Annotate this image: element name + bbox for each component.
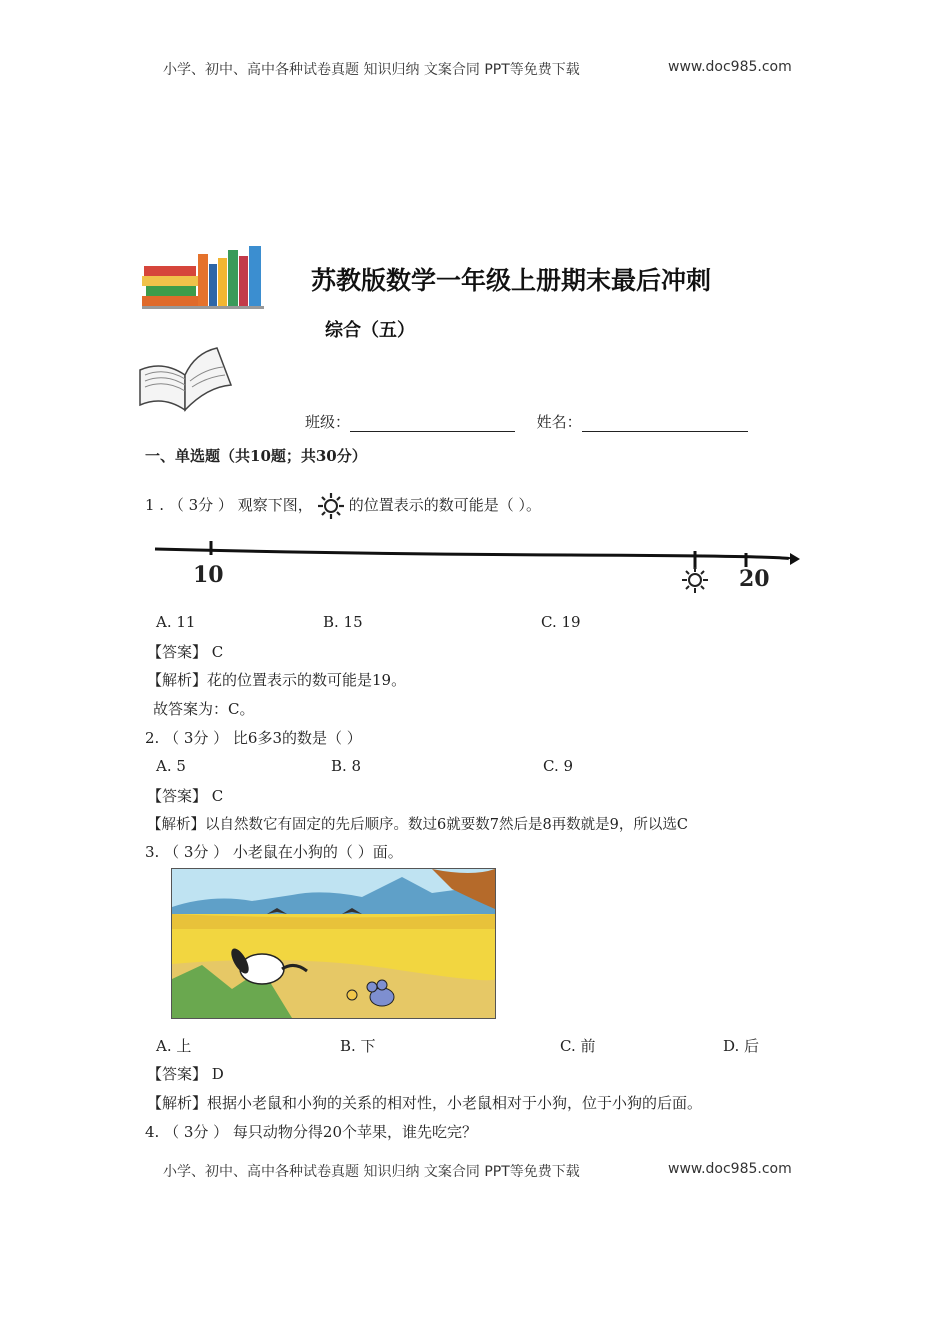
header-site: www.doc985.com bbox=[668, 59, 792, 75]
number-line bbox=[150, 535, 800, 600]
q3-option-a[interactable]: A. 上 bbox=[156, 1037, 192, 1055]
q1-stem bbox=[145, 492, 541, 520]
q3-option-d[interactable]: D. 后 bbox=[723, 1037, 760, 1055]
q1-prefix: 1 . （ 3分 ） 观察下图， bbox=[145, 496, 313, 514]
q3-option-b[interactable]: B. 下 bbox=[340, 1037, 376, 1055]
q1-option-b[interactable]: B. 15 bbox=[323, 613, 363, 631]
q2-stem: 2. （ 3分 ） 比6多3的数是（ ） bbox=[145, 729, 362, 747]
q2-option-c[interactable]: C. 9 bbox=[543, 757, 574, 775]
q1-analysis: 【解析】花的位置表示的数可能是19。 bbox=[147, 671, 407, 689]
q1-suffix: 的位置表示的数可能是（ ）。 bbox=[348, 496, 541, 514]
class-field[interactable] bbox=[350, 417, 515, 432]
header-text: 小学、初中、高中各种试卷真题 知识归纳 文案合同 PPT等免费下载 bbox=[163, 62, 580, 78]
q2-option-a[interactable]: A. 5 bbox=[156, 757, 186, 775]
q3-analysis: 【解析】根据小老鼠和小狗的关系的相对性，小老鼠相对于小狗，位于小狗的后面。 bbox=[147, 1094, 703, 1112]
q3-answer: 【答案】 D bbox=[147, 1065, 224, 1083]
section-heading: 一、单选题（共10题；共30分） bbox=[145, 447, 367, 465]
dog-mouse-picture bbox=[171, 868, 496, 1019]
open-book-icon bbox=[135, 345, 235, 415]
class-label: 班级： bbox=[305, 413, 351, 431]
q2-option-b[interactable]: B. 8 bbox=[331, 757, 362, 775]
q4-stem: 4. （ 3分 ） 每只动物分得20个苹果，谁先吃完？ bbox=[145, 1123, 478, 1141]
q3-option-c[interactable]: C. 前 bbox=[560, 1037, 596, 1055]
page-subtitle: 综合（五） bbox=[325, 320, 415, 341]
q1-option-c[interactable]: C. 19 bbox=[541, 613, 581, 631]
numberline-right-label: 20 bbox=[739, 566, 770, 592]
books-icon bbox=[132, 240, 267, 312]
q1-answer: 【答案】 C bbox=[147, 643, 224, 661]
q2-analysis: 【解析】以自然数它有固定的先后顺序。数过6就要数7然后是8再数就是9，所以选C bbox=[147, 817, 688, 833]
q2-answer: 【答案】 C bbox=[147, 787, 224, 805]
name-label: 姓名： bbox=[536, 413, 582, 431]
footer-text: 小学、初中、高中各种试卷真题 知识归纳 文案合同 PPT等免费下载 bbox=[163, 1164, 580, 1180]
numberline-left-label: 10 bbox=[193, 562, 224, 588]
sun-flower-icon bbox=[313, 492, 349, 520]
student-info bbox=[305, 411, 748, 432]
q1-conclusion: 故答案为：C。 bbox=[153, 700, 255, 718]
name-field[interactable] bbox=[582, 417, 748, 432]
q3-stem: 3. （ 3分 ） 小老鼠在小狗的（ ）面。 bbox=[145, 843, 403, 861]
footer-site: www.doc985.com bbox=[668, 1161, 792, 1177]
arrow-icon bbox=[790, 553, 800, 565]
q1-option-a[interactable]: A. 11 bbox=[156, 613, 196, 631]
page-title: 苏教版数学一年级上册期末最后冲刺 bbox=[311, 266, 712, 295]
